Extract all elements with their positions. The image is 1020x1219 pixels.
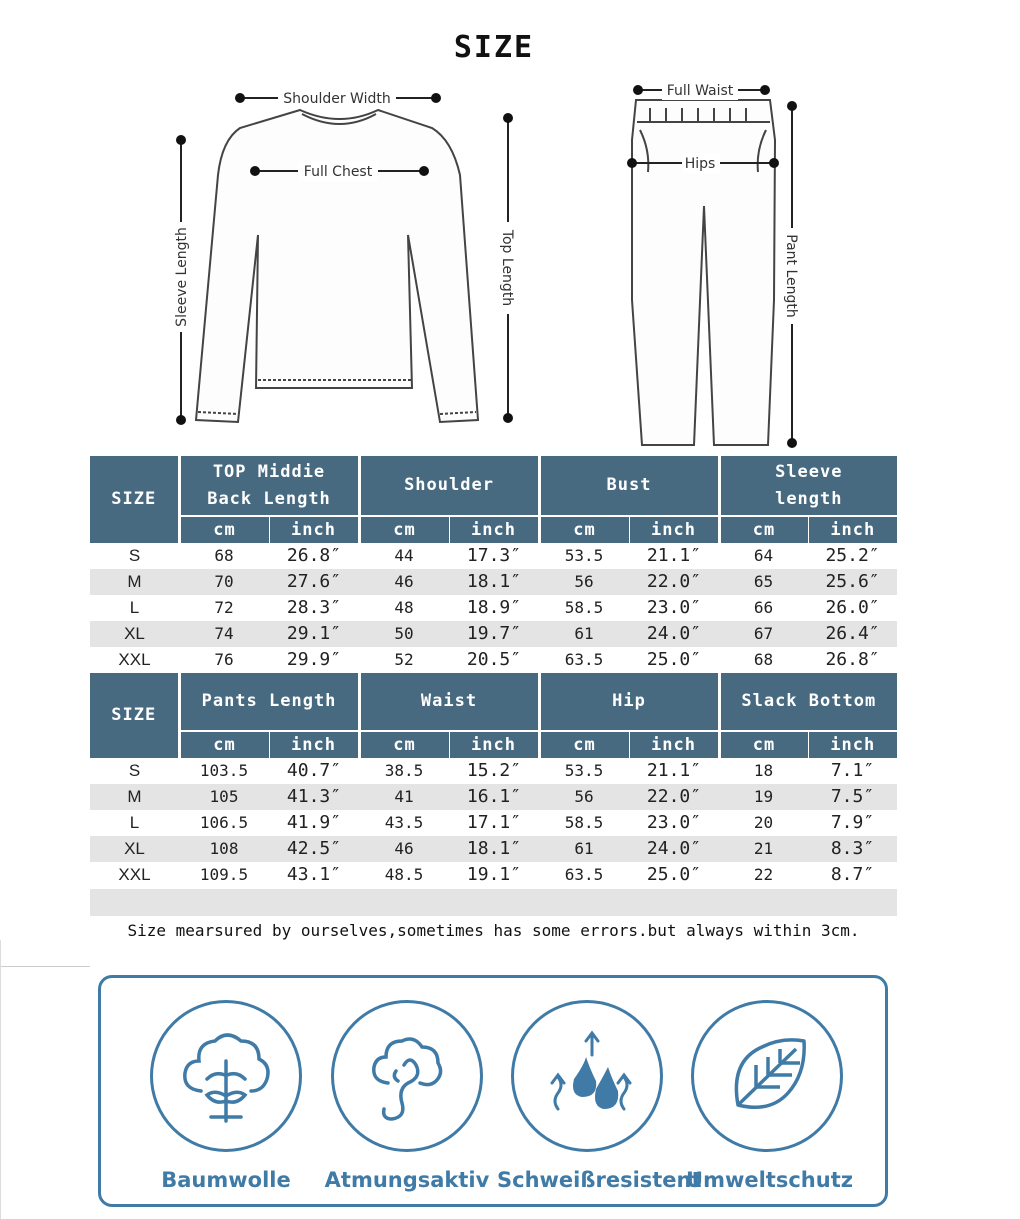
cm-value-cell: 53.5 xyxy=(564,761,604,780)
cm-value-cell: 41 xyxy=(359,784,449,810)
cm-value-cell: 65 xyxy=(719,569,808,595)
unit-inch: inch xyxy=(808,731,897,758)
inch-value-cell: 25.2″ xyxy=(825,545,880,566)
cotton-plant-icon xyxy=(171,1021,281,1131)
inch-value-cell: 43.1″ xyxy=(286,864,342,885)
unit-cm: cm xyxy=(539,516,629,543)
cm-value-cell: 19 xyxy=(719,784,808,810)
leaf-icon xyxy=(712,1021,822,1131)
page-title: SIZE xyxy=(453,30,535,65)
cm-value-cell: 106.5 xyxy=(199,813,249,832)
inch-value-cell: 25.6″ xyxy=(808,569,897,595)
cm-value-cell: 108 xyxy=(179,836,269,862)
pants-drawing xyxy=(632,100,775,445)
pant-length-label: Pant Length xyxy=(783,234,799,318)
inch-value-cell: 23.0″ xyxy=(646,812,702,833)
inch-value-cell: 22.0″ xyxy=(629,569,719,595)
inch-value-cell: 18.9″ xyxy=(466,597,522,618)
table-row xyxy=(90,543,897,569)
table-row xyxy=(90,784,897,810)
top-length-measure xyxy=(498,113,518,423)
table-row xyxy=(90,569,897,595)
table-row xyxy=(90,862,897,888)
cm-value-cell: 48.5 xyxy=(384,865,424,884)
top-length-label: Top Length xyxy=(499,229,515,307)
table-row xyxy=(90,758,897,784)
cm-value-cell: 109.5 xyxy=(199,865,249,884)
cm-value-cell: 46 xyxy=(359,836,449,862)
slack-bottom-header: Slack Bottom xyxy=(719,673,897,731)
cm-value-cell: 58.5 xyxy=(564,598,604,617)
divider xyxy=(0,940,1,1219)
cm-value-cell: 66 xyxy=(753,598,774,617)
inch-value-cell: 29.1″ xyxy=(269,621,359,647)
shoulder-header: Shoulder xyxy=(359,456,539,516)
size-cell: M xyxy=(90,784,179,810)
feature-sweat xyxy=(497,1000,677,1152)
inch-value-cell: 24.0″ xyxy=(629,621,719,647)
cm-value-cell: 22 xyxy=(753,865,774,884)
cm-value-cell: 48 xyxy=(394,598,414,617)
size-cell: L xyxy=(129,813,140,832)
feature-label-sweat: Schweißresistent xyxy=(497,1168,702,1192)
cm-value-cell: 105 xyxy=(179,784,269,810)
feature-circle xyxy=(150,1000,302,1152)
inch-value-cell: 15.2″ xyxy=(466,760,522,781)
inch-value-cell: 27.6″ xyxy=(269,569,359,595)
unit-cm: cm xyxy=(359,516,449,543)
inch-value-cell: 25.0″ xyxy=(646,864,702,885)
top-size-table xyxy=(90,456,897,673)
cm-value-cell: 67 xyxy=(719,621,808,647)
unit-inch: inch xyxy=(449,516,539,543)
cm-value-cell: 46 xyxy=(359,569,449,595)
inch-value-cell: 8.7″ xyxy=(830,864,875,885)
cm-value-cell: 61 xyxy=(539,836,629,862)
size-header: SIZE xyxy=(90,673,179,758)
sleeve-length-header: Sleeve length xyxy=(719,456,897,516)
size-cell: S xyxy=(128,546,141,565)
waist-header: Waist xyxy=(359,673,539,731)
inch-value-cell: 26.8″ xyxy=(286,545,342,566)
pants-length-header: Pants Length xyxy=(179,673,359,731)
cm-value-cell: 70 xyxy=(179,569,269,595)
size-cell: XL xyxy=(90,621,179,647)
inch-value-cell: 17.3″ xyxy=(466,545,522,566)
inch-value-cell: 19.7″ xyxy=(449,621,539,647)
inch-value-cell: 20.5″ xyxy=(466,649,522,670)
unit-cm: cm xyxy=(539,731,629,758)
size-cell: L xyxy=(129,598,140,617)
hip-header: Hip xyxy=(539,673,719,731)
shoulder-width-label: Shoulder Width xyxy=(283,91,391,107)
inch-value-cell: 28.3″ xyxy=(286,597,342,618)
unit-cm: cm xyxy=(359,731,449,758)
inch-value-cell: 7.9″ xyxy=(830,812,875,833)
measurement-illustration xyxy=(0,0,1020,456)
size-header: SIZE xyxy=(90,456,179,543)
table-row xyxy=(90,621,897,647)
unit-inch: inch xyxy=(808,516,897,543)
inch-value-cell: 25.0″ xyxy=(646,649,702,670)
cm-value-cell: 68 xyxy=(214,546,234,565)
shirt-drawing xyxy=(196,110,478,422)
inch-value-cell: 19.1″ xyxy=(466,864,522,885)
cm-value-cell: 64 xyxy=(753,546,774,565)
unit-inch: inch xyxy=(449,731,539,758)
cm-value-cell: 52 xyxy=(394,650,414,669)
inch-value-cell: 8.3″ xyxy=(808,836,897,862)
cm-value-cell: 56 xyxy=(539,784,629,810)
measurement-note: Size mearsured by ourselves,sometimes has some errors.but always within 3cm. xyxy=(127,921,860,940)
inch-value-cell: 26.0″ xyxy=(825,597,880,618)
table-row xyxy=(90,836,897,862)
pant-length-measure xyxy=(782,101,802,448)
table-row xyxy=(90,595,897,621)
inch-value-cell: 29.9″ xyxy=(286,649,342,670)
inch-value-cell: 18.1″ xyxy=(449,836,539,862)
cm-value-cell: 76 xyxy=(214,650,234,669)
cm-value-cell: 74 xyxy=(179,621,269,647)
feature-label-breathable: Atmungsaktiv xyxy=(324,1168,490,1192)
cm-value-cell: 53.5 xyxy=(564,546,604,565)
size-cell: XXL xyxy=(118,650,151,669)
unit-inch: inch xyxy=(269,731,359,758)
table-row xyxy=(90,810,897,836)
cm-value-cell: 61 xyxy=(539,621,629,647)
inch-value-cell: 24.0″ xyxy=(629,836,719,862)
feature-circle xyxy=(691,1000,843,1152)
cm-value-cell: 50 xyxy=(359,621,449,647)
inch-value-cell: 7.5″ xyxy=(808,784,897,810)
hips-label: Hips xyxy=(684,156,716,172)
unit-cm: cm xyxy=(719,731,808,758)
cm-value-cell: 38.5 xyxy=(384,761,424,780)
inch-value-cell: 21.1″ xyxy=(646,545,702,566)
feature-label-cotton: Baumwolle xyxy=(161,1168,291,1192)
cm-value-cell: 68 xyxy=(753,650,774,669)
inch-value-cell: 42.5″ xyxy=(269,836,359,862)
shoulder-width-measure xyxy=(235,88,441,108)
unit-cm: cm xyxy=(179,516,269,543)
size-cell: XL xyxy=(90,836,179,862)
cm-value-cell: 44 xyxy=(394,546,414,565)
feature-circle xyxy=(511,1000,663,1152)
unit-inch: inch xyxy=(629,516,719,543)
inch-value-cell: 17.1″ xyxy=(466,812,522,833)
top-length-header: TOP Middie Back Length xyxy=(179,456,359,516)
full-chest-label: Full Chest xyxy=(303,164,373,180)
breathable-air-icon xyxy=(352,1021,462,1131)
cm-value-cell: 18 xyxy=(753,761,774,780)
divider xyxy=(0,966,90,967)
inch-value-cell: 16.1″ xyxy=(449,784,539,810)
table-footer-bar xyxy=(90,889,897,916)
feature-cotton xyxy=(136,1000,316,1152)
cm-value-cell: 43.5 xyxy=(384,813,424,832)
bust-header: Bust xyxy=(539,456,719,516)
inch-value-cell: 18.1″ xyxy=(449,569,539,595)
inch-value-cell: 41.9″ xyxy=(286,812,342,833)
cm-value-cell: 63.5 xyxy=(564,650,604,669)
inch-value-cell: 40.7″ xyxy=(286,760,342,781)
unit-cm: cm xyxy=(179,731,269,758)
feature-eco xyxy=(677,1000,857,1152)
cm-value-cell: 21 xyxy=(719,836,808,862)
cm-value-cell: 20 xyxy=(753,813,774,832)
feature-breathable xyxy=(317,1000,497,1152)
size-cell: S xyxy=(128,761,141,780)
inch-value-cell: 26.4″ xyxy=(808,621,897,647)
cm-value-cell: 63.5 xyxy=(564,865,604,884)
table-row xyxy=(90,647,897,673)
inch-value-cell: 7.1″ xyxy=(830,760,875,781)
feature-label-eco: Umweltschutz xyxy=(686,1168,853,1192)
sleeve-length-label: Sleeve Length xyxy=(174,227,190,327)
full-waist-label: Full Waist xyxy=(666,83,734,99)
unit-inch: inch xyxy=(269,516,359,543)
inch-value-cell: 21.1″ xyxy=(646,760,702,781)
inch-value-cell: 26.8″ xyxy=(825,649,880,670)
size-cell: M xyxy=(90,569,179,595)
cm-value-cell: 72 xyxy=(214,598,234,617)
pants-size-table xyxy=(90,673,897,888)
unit-inch: inch xyxy=(629,731,719,758)
feature-circle xyxy=(331,1000,483,1152)
cm-value-cell: 56 xyxy=(539,569,629,595)
sweat-drops-icon xyxy=(532,1021,642,1131)
full-waist-measure xyxy=(633,80,770,100)
sleeve-length-measure xyxy=(171,135,191,425)
cm-value-cell: 58.5 xyxy=(564,813,604,832)
inch-value-cell: 41.3″ xyxy=(269,784,359,810)
cm-value-cell: 103.5 xyxy=(199,761,249,780)
size-cell: XXL xyxy=(118,865,151,884)
inch-value-cell: 22.0″ xyxy=(629,784,719,810)
unit-cm: cm xyxy=(719,516,808,543)
inch-value-cell: 23.0″ xyxy=(646,597,702,618)
